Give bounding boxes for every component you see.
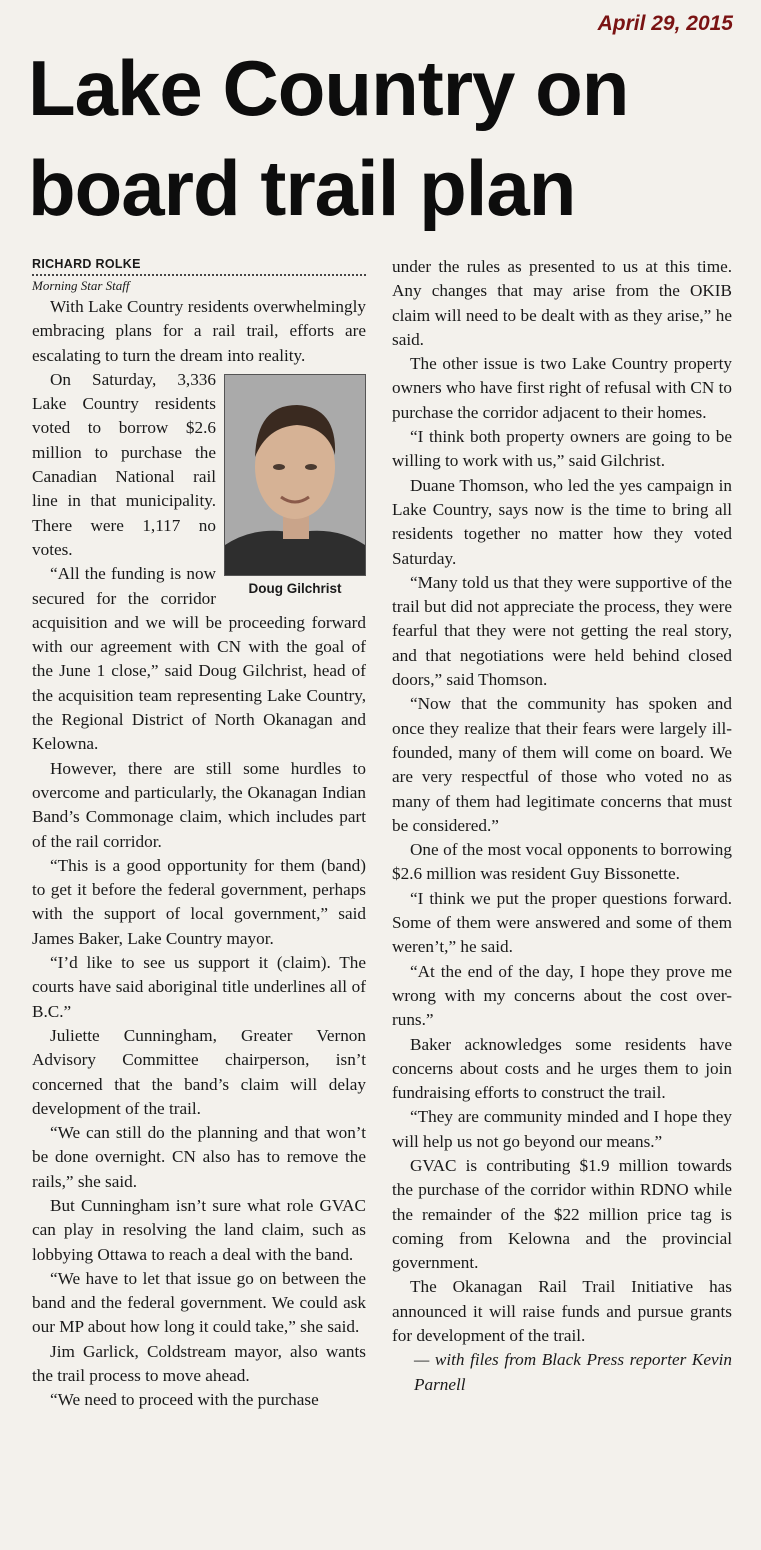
- paragraph: Jim Garlick, Coldstream mayor, also wants the trail process to move ahead.: [32, 1341, 366, 1386]
- paragraph-continuation: under the rules as presented to us at this time. Any changes that may arise from the OKIB claim will need to be dealt with as they arise,” he said.: [392, 257, 732, 349]
- paragraph: “This is a good opportunity for them (band) to get it before the federal government, perhaps with the support of local government,” said James Baker, Lake Country mayor.: [32, 855, 366, 948]
- byline-staff: Morning Star Staff: [32, 278, 130, 293]
- paragraph: Duane Thomson, who led the yes campaign in Lake Country, says now is the time to bring all residents together no matter how they voted Saturday.: [392, 475, 732, 568]
- paragraph: “We have to let that issue go on between the band and the federal government. We could ask our MP about how long it could take,” she said.: [32, 1268, 366, 1337]
- article-column-left: [32, 255, 366, 1413]
- paragraph: “We need to proceed with the purchase: [50, 1390, 319, 1410]
- paragraph: “We can still do the planning and that won’t be done overnight. CN also has to remove the rails,” she said.: [32, 1123, 366, 1191]
- clipping-date: April 29, 2015: [597, 12, 733, 35]
- paragraph: “Many told us that they were supportive of the trail but did not appreciate the process, they were fearful that they were not getting the real story, and that negotiations were held behind closed doors,” said Thomson.: [392, 572, 732, 690]
- paragraph: On Saturday, 3,336 Lake Country residents voted to borrow $2.6 million to purchase the Canadian National rail line in that municipality. There were 1,117 no votes.: [32, 369, 216, 559]
- paragraph: However, there are still some hurdles to overcome and particularly, the Okanagan Indian Band’s Commonage claim, which includes part of the rail corridor.: [32, 758, 366, 851]
- paragraph: “I’d like to see us support it (claim). The courts have said aboriginal title underlines all of B.C.”: [32, 953, 366, 1021]
- paragraph: Juliette Cunningham, Greater Vernon Advisory Committee chairperson, isn’t concerned that the band’s claim will delay development of the trail.: [32, 1025, 366, 1118]
- portrait-photo: [224, 374, 366, 576]
- photo-figure: [224, 374, 366, 599]
- paragraph: But Cunningham isn’t sure what role GVAC can play in resolving the land claim, such as lobbying Ottawa to reach a deal with the band.: [32, 1195, 366, 1264]
- paragraph: GVAC is contributing $1.9 million towards the purchase of the corridor within RDNO while the remainder of the $22 million price tag is coming from Kelowna and the provincial government.: [392, 1155, 732, 1273]
- paragraph: “All the funding is now secured for the corridor acquisition and we will be proceeding forward with our agreement with CN with the goal of the June 1 close,” said Doug Gilchrist, head of the acquisition team representing Lake Country, the Regional District of North Okanagan and Kelowna.: [32, 564, 366, 754]
- headline: Lake Country on board trail plan: [28, 44, 629, 232]
- article-column-right: [392, 255, 732, 1397]
- paragraph: “At the end of the day, I hope they prove me wrong with my concerns about the cost over-runs.”: [392, 961, 732, 1030]
- byline-author: RICHARD ROLKE: [32, 255, 366, 276]
- paragraph: The Okanagan Rail Trail Initiative has announced it will raise funds and pursue grants for development of the trail.: [392, 1277, 732, 1346]
- paragraph: Baker acknowledges some residents have concerns about costs and he urges them to join fundraising efforts to construct the trail.: [392, 1034, 732, 1103]
- paragraph: “I think we put the proper questions forward. Some of them were answered and some of them weren’t,” he said.: [392, 888, 732, 957]
- article-credit: — with files from Black Press reporter Kevin Parnell: [414, 1350, 732, 1394]
- paragraph: “I think both property owners are going to be willing to work with us,” said Gilchrist.: [392, 427, 732, 471]
- photo-caption: Doug Gilchrist: [248, 580, 342, 596]
- paragraph: With Lake Country residents overwhelmingly embracing plans for a rail trail, efforts are escalating to turn the dream into reality.: [32, 297, 366, 365]
- paragraph: The other issue is two Lake Country property owners who have first right of refusal with CN to purchase the corridor adjacent to their homes.: [392, 354, 732, 422]
- paragraph: One of the most vocal opponents to borrowing $2.6 million was resident Guy Bissonette.: [392, 840, 732, 884]
- paragraph: “Now that the community has spoken and once they realize that their fears were largely ill-founded, many of them will come on board. We are very respectful of those who voted no as many of them had legitimate concerns that must be considered.”: [392, 694, 732, 835]
- paragraph: “They are community minded and I hope they will help us not go beyond our means.”: [392, 1107, 732, 1151]
